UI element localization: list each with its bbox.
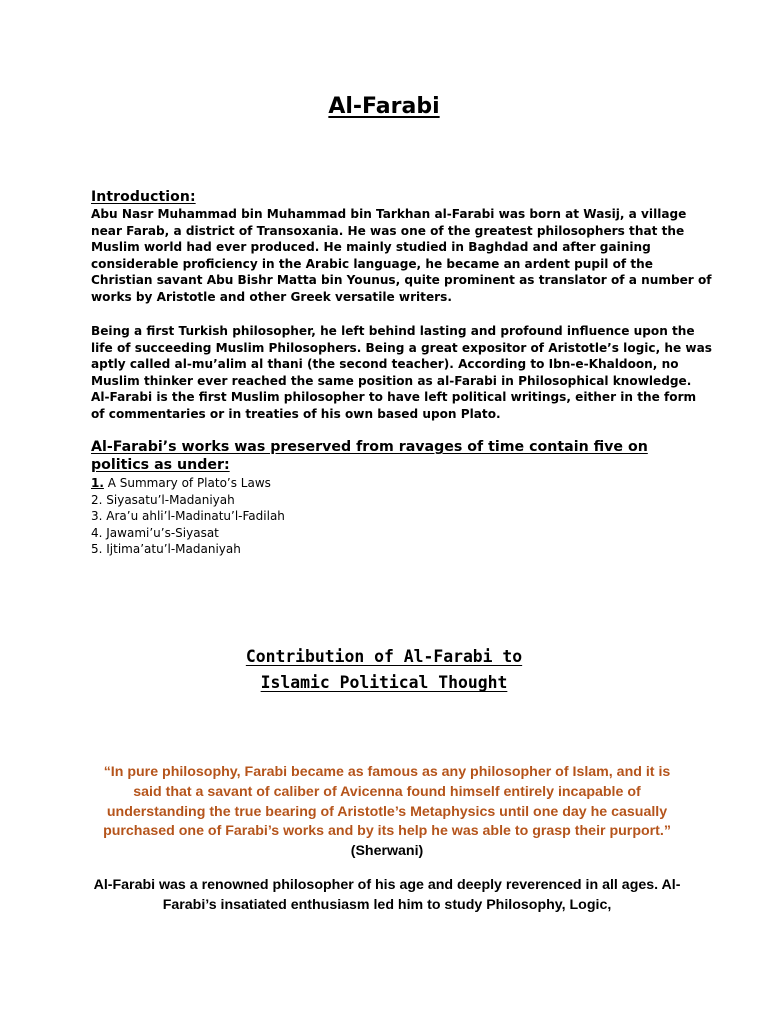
list-item-text: Ijtima’atu’l-Madaniyah — [102, 542, 241, 556]
introduction-heading: Introduction: — [91, 189, 196, 205]
list-item — [91, 525, 285, 542]
works-heading: Al-Farabi’s works was preserved from ravages of time contain five on politics as under: — [91, 439, 648, 473]
list-item-number: 4. — [91, 525, 103, 540]
quote-block — [92, 763, 682, 862]
quote-source: (Sherwani) — [350, 843, 424, 860]
section-title-line-2: Islamic Political Thought — [260, 673, 508, 692]
page-title: Al-Farabi — [328, 94, 440, 119]
list-item-number: 5. — [91, 542, 103, 556]
section-title-line-1: Contribution of Al-Farabi to — [245, 647, 523, 666]
list-item-number: 3. — [91, 509, 103, 523]
introduction-paragraph-1: Abu Nasr Muhammad bin Muhammad bin Tarkhan al-Farabi was born at Wasij, a village near Farab, a district of Transoxania. He was one of the greatest philosophers that the Muslim world had ever produced. He mainly studied in Baghdad and after gaining considerable proficiency in the Arabic language, he became an ardent pupil of the Christian savant Abu Bishr Matta bin Younus, quite prominent as translator of a number of works by Aristotle and other Greek versatile writers. — [91, 207, 712, 304]
list-item — [91, 541, 285, 558]
list-item-number: 1. — [91, 476, 104, 490]
list-item — [91, 475, 285, 492]
list-item-text: A Summary of Plato’s Laws — [103, 476, 271, 490]
list-item-text: Jawami’u’s-Siyasat — [102, 525, 219, 540]
works-list — [91, 475, 285, 558]
list-item — [91, 508, 285, 525]
quote-text: “In pure philosophy, Farabi became as famous as any philosopher of Islam, and it is said that a savant of caliber of Avicenna found himself entirely incapable of understanding the true bearing of Aristotle’s Metaphysics until one day he casually purchased one of Farabi’s works and by its help he was able to grasp their purport.” — [103, 764, 671, 840]
list-item — [91, 492, 285, 509]
list-item-text: Siyasatu’l-Madaniyah — [102, 492, 235, 507]
contribution-section-title — [0, 644, 768, 696]
closing-paragraph: Al-Farabi was a renowned philosopher of his age and deeply reverenced in all ages. Al-Farabi’s insatiated enthusiasm led him to study Philosophy, Logic, — [93, 877, 681, 913]
list-item-text: Ara’u ahli’l-Madinatu’l-Fadilah — [102, 509, 285, 523]
list-item-number: 2. — [91, 492, 103, 507]
introduction-paragraph-2: Being a first Turkish philosopher, he left behind lasting and profound influence upon the life of succeeding Muslim Philosophers. Being a great expositor of Aristotle’s logic, he was aptly called al-mu’alim al thani (the second teacher). According to Ibn-e-Khaldoon, no Muslim thinker ever reached the same position as al-Farabi in Philosophical knowledge. Al-Farabi is the first Muslim philosopher to have left political writings, either in the form of commentaries or in treaties of his own based upon Plato. — [91, 324, 712, 421]
